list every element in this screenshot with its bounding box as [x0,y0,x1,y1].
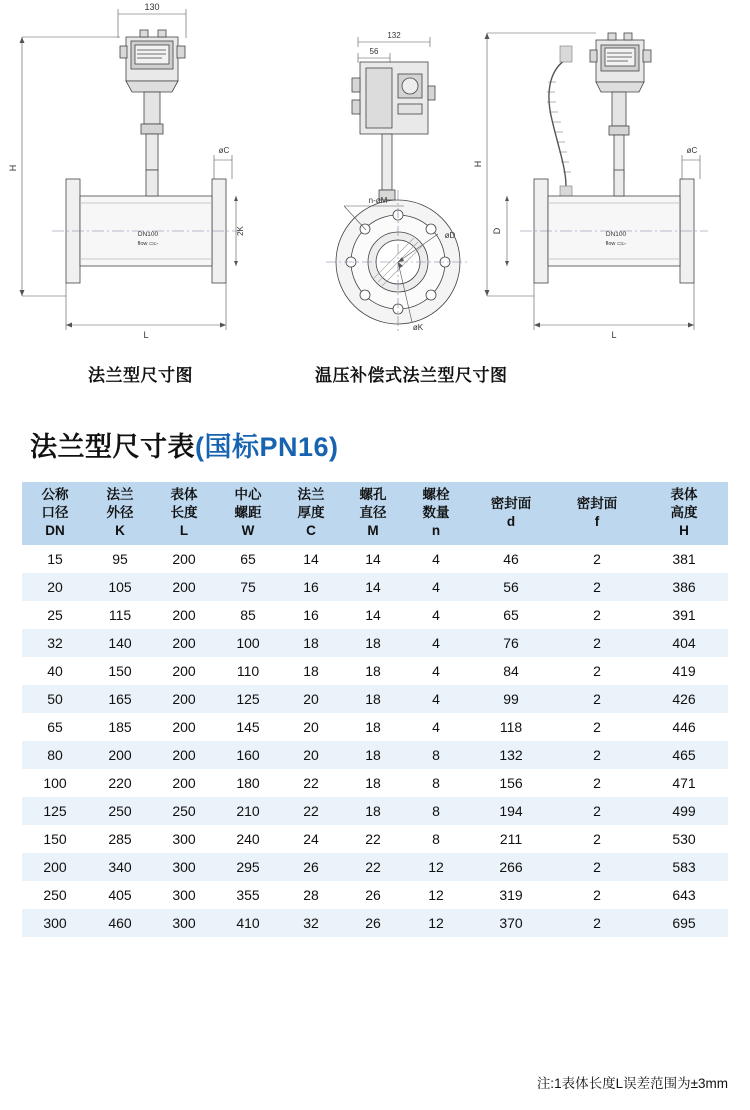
page-title [30,425,339,464]
cell-l: 200 [172,662,196,679]
table-row [22,657,728,685]
cell-h: 695 [672,914,696,931]
cell-d: 132 [499,746,523,763]
cell-k: 460 [108,914,132,931]
cell-f: 2 [593,886,601,903]
cell-h: 530 [672,830,696,847]
cell-l: 300 [172,914,196,931]
cell-k: 165 [108,690,132,707]
col-header-l-symbol: L [179,523,189,539]
table-row [22,769,728,797]
svg-text:H: H [473,160,483,168]
cell-n: 4 [432,662,440,679]
svg-text:flow ▭▻: flow ▭▻ [605,241,627,247]
col-header-l-line2: 长度 [170,505,198,521]
cell-d: 99 [503,690,519,707]
dimension-drawings-svg [0,0,750,350]
cell-k: 340 [108,858,132,875]
col-header-n-line1: 螺栓 [422,487,450,502]
cell-h: 404 [672,634,696,651]
cell-k: 200 [108,746,132,763]
cell-d: 84 [503,662,519,679]
col-header-m-line2: 直径 [359,505,387,521]
col-header-w-line2: 螺距 [234,505,262,521]
cell-w: 100 [236,634,260,651]
col-header-c-line1: 法兰 [297,487,325,502]
col-header-k-symbol: K [115,523,125,539]
cell-k: 220 [108,774,132,791]
cell-dn: 32 [47,634,63,651]
cell-m: 18 [365,746,381,763]
cell-m: 14 [365,606,381,623]
col-header-h-line2: 高度 [670,505,698,521]
col-header-n-symbol: n [431,523,441,539]
cell-w: 410 [236,914,260,931]
cell-d: 46 [503,550,519,567]
cell-l: 200 [172,550,196,567]
cell-k: 95 [112,550,128,567]
cell-w: 65 [240,550,256,567]
cell-c: 28 [303,886,319,903]
cell-n: 4 [432,606,440,623]
svg-text:øK: øK [412,323,424,332]
cell-h: 381 [672,550,696,567]
cell-w: 85 [240,606,256,623]
table-row [22,825,728,853]
drawings-area [0,0,750,350]
cell-w: 145 [236,718,260,735]
cell-dn: 100 [43,774,67,791]
cell-l: 200 [172,578,196,595]
svg-text:H: H [8,164,18,172]
col-header-k-line1: 法兰 [106,487,134,502]
cell-d: 370 [499,914,523,931]
svg-text:2K: 2K [236,226,245,236]
cell-w: 160 [236,746,260,763]
cell-w: 125 [236,690,260,707]
cell-f: 2 [593,550,601,567]
cell-l: 200 [172,634,196,651]
table-body [22,545,728,937]
cell-dn: 80 [47,746,63,763]
cell-w: 295 [236,858,260,875]
cell-h: 465 [672,746,696,763]
cell-c: 16 [303,606,319,623]
col-header-dn-line1: 公称 [41,487,69,502]
col-header-dn-symbol: DN [45,523,65,539]
figure-caption-left: 法兰型尺寸图 [88,366,193,385]
cell-l: 200 [172,746,196,763]
cell-h: 446 [672,718,696,735]
cell-c: 22 [303,802,319,819]
col-header-c-line2: 厚度 [297,505,325,521]
cell-f: 2 [593,914,601,931]
cell-dn: 125 [43,802,67,819]
cell-n: 8 [432,774,440,791]
cell-m: 14 [365,578,381,595]
cell-m: 18 [365,718,381,735]
cell-d: 156 [499,774,523,791]
cell-f: 2 [593,634,601,651]
cell-dn: 50 [47,690,63,707]
cell-n: 4 [432,718,440,735]
cell-n: 8 [432,746,440,763]
cell-h: 426 [672,690,696,707]
table-row [22,797,728,825]
cell-f: 2 [593,606,601,623]
cell-w: 355 [236,886,260,903]
col-header-l [152,482,216,545]
dimension-table [22,482,728,937]
cell-c: 20 [303,746,319,763]
svg-text:130: 130 [144,2,160,12]
col-header-l-line1: 表体 [170,487,198,502]
col-header-h-line1: 表体 [670,487,698,502]
cell-k: 250 [108,802,132,819]
cell-k: 185 [108,718,132,735]
page-title-accent: (国标PN16) [195,432,339,462]
cell-n: 8 [432,802,440,819]
cell-d: 76 [503,634,519,651]
cell-d: 65 [503,606,519,623]
col-header-w-line1: 中心 [234,487,262,502]
col-header-h-symbol: H [679,523,689,539]
cell-l: 300 [172,830,196,847]
col-header-k [88,482,152,545]
figure-caption-right: 温压补偿式法兰型尺寸图 [315,366,508,385]
svg-text:L: L [143,330,149,340]
table-row [22,909,728,937]
cell-c: 18 [303,662,319,679]
col-header-m [342,482,404,545]
cell-d: 211 [499,830,523,847]
cell-l: 200 [172,690,196,707]
svg-text:øC: øC [218,146,230,155]
cell-w: 75 [240,578,256,595]
cell-m: 22 [365,858,381,875]
cell-m: 22 [365,830,381,847]
svg-text:D: D [492,227,502,235]
cell-l: 200 [172,606,196,623]
cell-f: 2 [593,858,601,875]
svg-text:flow ▭▻: flow ▭▻ [137,241,159,247]
cell-h: 391 [672,606,696,623]
cell-dn: 25 [47,606,63,623]
table-row [22,741,728,769]
table-row [22,601,728,629]
svg-text:øD: øD [444,231,456,240]
cell-m: 18 [365,802,381,819]
col-header-n [404,482,468,545]
cell-h: 471 [672,774,696,791]
cell-c: 32 [303,914,319,931]
cell-w: 240 [236,830,260,847]
cell-d: 319 [499,886,523,903]
col-header-f [554,482,640,545]
cell-dn: 200 [43,858,67,875]
cell-dn: 300 [43,914,67,931]
cell-m: 18 [365,662,381,679]
cell-c: 20 [303,718,319,735]
cell-w: 210 [236,802,260,819]
col-header-d-symbol: d [506,514,516,530]
cell-w: 180 [236,774,260,791]
col-header-d-line2: 密封面 [490,496,532,512]
cell-f: 2 [593,690,601,707]
table-row [22,545,728,573]
svg-text:DN100: DN100 [605,231,627,238]
svg-text:øC: øC [686,146,698,155]
cell-f: 2 [593,802,601,819]
svg-text:L: L [611,330,617,340]
cell-c: 16 [303,578,319,595]
table-row [22,685,728,713]
cell-l: 200 [172,774,196,791]
col-header-c-symbol: C [306,523,316,539]
cell-c: 20 [303,690,319,707]
cell-h: 583 [672,858,696,875]
col-header-h [640,482,728,545]
cell-dn: 150 [43,830,67,847]
col-header-dn-line2: 口径 [41,505,69,521]
svg-text:56: 56 [369,47,379,56]
cell-k: 150 [108,662,132,679]
cell-f: 2 [593,774,601,791]
col-header-d [468,482,554,545]
col-header-n-line2: 数量 [422,505,450,521]
cell-m: 26 [365,886,381,903]
footnote: 注:1表体长度L误差范围为±3mm [536,1076,728,1091]
cell-n: 4 [432,578,440,595]
cell-n: 12 [428,886,444,903]
cell-k: 285 [108,830,132,847]
cell-l: 250 [172,802,196,819]
table-header-row [22,482,728,545]
cell-m: 26 [365,914,381,931]
table-row [22,713,728,741]
table-row [22,629,728,657]
cell-n: 4 [432,634,440,651]
cell-d: 56 [503,578,519,595]
cell-c: 26 [303,858,319,875]
cell-l: 300 [172,858,196,875]
table-row [22,881,728,909]
cell-k: 105 [108,578,132,595]
table-header [22,482,728,545]
svg-text:DN100: DN100 [137,231,159,238]
cell-n: 4 [432,550,440,567]
cell-f: 2 [593,578,601,595]
cell-f: 2 [593,718,601,735]
cell-c: 14 [303,550,319,567]
svg-text:132: 132 [387,31,401,40]
cell-m: 18 [365,634,381,651]
cell-d: 194 [499,802,523,819]
cell-f: 2 [593,746,601,763]
col-header-c [280,482,342,545]
col-header-w [216,482,280,545]
cell-l: 300 [172,886,196,903]
cell-d: 266 [499,858,523,875]
cell-k: 140 [108,634,132,651]
cell-k: 115 [108,606,132,623]
cell-n: 12 [428,914,444,931]
cell-c: 24 [303,830,319,847]
cell-h: 499 [672,802,696,819]
cell-n: 4 [432,690,440,707]
col-header-k-line2: 外径 [106,505,134,521]
cell-d: 118 [499,718,523,735]
cell-h: 643 [672,886,696,903]
cell-dn: 65 [47,718,63,735]
dimension-table-wrap [22,482,728,937]
col-header-m-line1: 螺孔 [359,487,387,502]
cell-k: 405 [108,886,132,903]
svg-text:n-øM: n-øM [368,196,388,205]
cell-h: 419 [672,662,696,679]
cell-l: 200 [172,718,196,735]
cell-w: 110 [236,662,260,679]
cell-m: 14 [365,550,381,567]
cell-h: 386 [672,578,696,595]
col-header-f-symbol: f [594,514,600,530]
cell-dn: 15 [47,550,63,567]
page-title-main: 法兰型尺寸表 [30,432,195,462]
col-header-f-line2: 密封面 [576,496,618,512]
cell-n: 12 [428,858,444,875]
cell-f: 2 [593,830,601,847]
cell-f: 2 [593,662,601,679]
figure-captions [0,355,750,395]
col-header-w-symbol: W [241,523,255,539]
cell-dn: 20 [47,578,63,595]
cell-dn: 250 [43,886,67,903]
col-header-m-symbol: M [367,523,379,539]
cell-dn: 40 [47,662,63,679]
table-row [22,573,728,601]
cell-m: 18 [365,690,381,707]
cell-m: 18 [365,774,381,791]
cell-c: 22 [303,774,319,791]
table-row [22,853,728,881]
col-header-dn [22,482,88,545]
cell-n: 8 [432,830,440,847]
cell-c: 18 [303,634,319,651]
